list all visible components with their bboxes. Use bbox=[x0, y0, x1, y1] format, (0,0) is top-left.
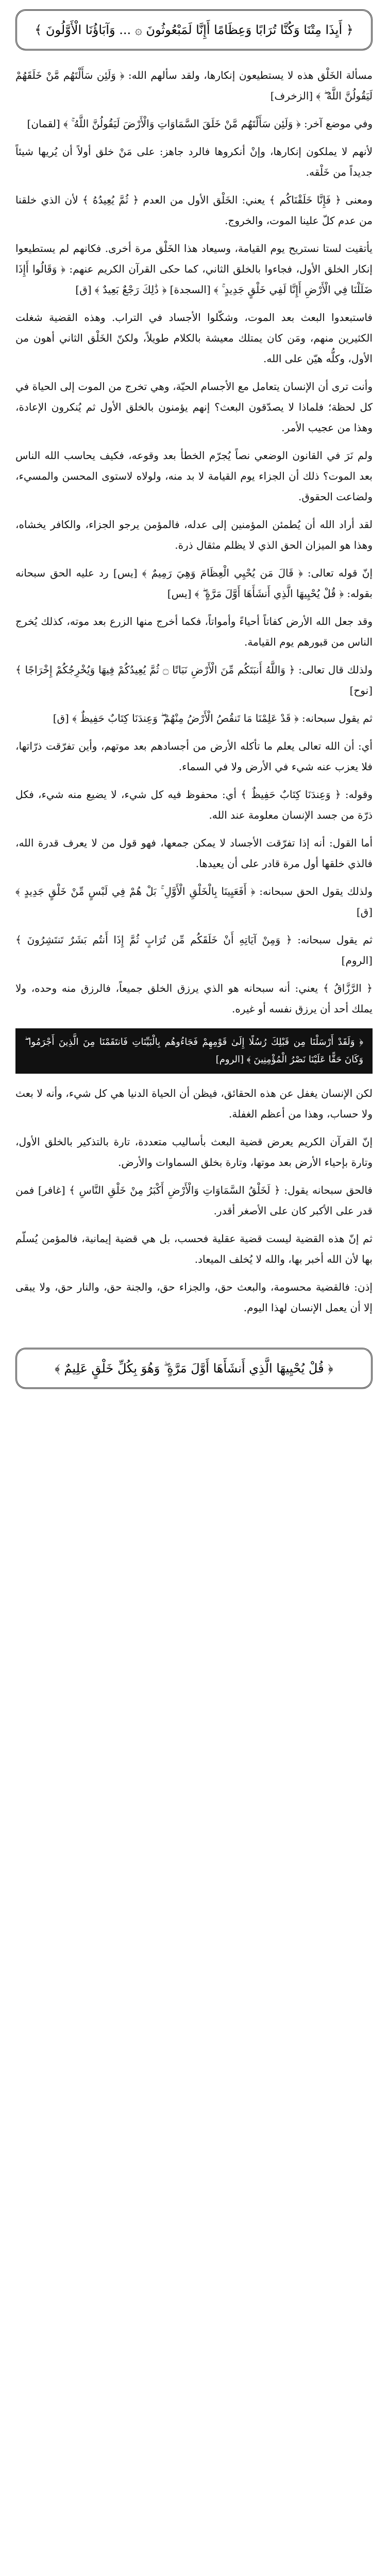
paragraph: ولم نَرَ في القانون الوضعي نصاً يُجرّم الخطأ بعد وقوعه، فكيف يحاسب الله الناس بعد الموت؟ ذلك أن الجزاء يوم القيامة لا بد منه، ولولاه لاستوى المحسن والمسيء، ولضاعت الحقوق. bbox=[15, 449, 373, 503]
paragraph: وقوله: ﴿ وَعِندَنَا كِتَابٌ حَفِيظٌ ﴾ أي: محفوظ فيه كل شيء، لا يضيع منه شيء، فكل ذرّة من جسد الإنسان معلومة عند الله. bbox=[15, 788, 373, 821]
paragraph: ولذلك يقول الحق سبحانه: ﴿ أَفَعَيِينَا بِالْخَلْقِ الْأَوَّلِ ۚ بَلْ هُمْ فِي لَبْسٍ مِّنْ خَلْقٍ جَدِيدٍ ﴾ [ق] bbox=[15, 885, 373, 918]
paragraph: إنّ القرآن الكريم يعرض قضية البعث بأساليب متعددة، تارة بالتذكير بالخلق الأول، وتارة بإحياء الأرض بعد موتها، وتارة بخلق السماوات والأرض. bbox=[15, 1136, 373, 1168]
paragraphs-block bbox=[15, 65, 373, 1019]
paragraph: يأتقيت لستا نستريح يوم القيامة، وسيعاد هذا الخَلْق مرة أخرى. فكانهم لم يستطيعوا إنكار الخلق الأول، فجاءوا بالخلق الثاني، كما حكى القرآن الكريم عنهم: ﴿ وَقَالُوا أَإِذَا ضَلَلْنَا فِي الْأَرْضِ أَإِنَّا لَفِي خَلْقٍ جَدِيدٍ ۚ ﴾ [السجدة] ﴿ ذَٰلِكَ رَجْعٌ بَعِيدٌ ﴾ [ق] bbox=[15, 242, 373, 296]
paragraph: فاستبعدوا البعث بعد الموت، وشكّلوا الأجساد في التراب. وهذه القضية شغلت الكثيرين منهم، ومَن كان يمتلك معيشة بالكلام طويلاً، ولكنّ الخَلْق الثاني أهون من الأول، وكلُّه هيّن على الله. bbox=[15, 311, 373, 365]
paragraph: ثم يقول سبحانه: ﴿ قَدْ عَلِمْنَا مَا تَنقُصُ الْأَرْضُ مِنْهُمْ ۖ وَعِندَنَا كِتَابٌ حَفِيظٌ ﴾ [ق] bbox=[53, 712, 373, 724]
verse-frame-top bbox=[15, 9, 373, 50]
paragraph: فالحق سبحانه يقول: ﴿ لَخَلْقُ السَّمَاوَاتِ وَالْأَرْضِ أَكْبَرُ مِنْ خَلْقِ النَّاسِ ﴾ [غافر] فمن قدر على الأكبر كان على الأصغر أقدر. bbox=[15, 1184, 373, 1217]
paragraph: لكن الإنسان يغفل عن هذه الحقائق، فيظن أن الحياة الدنيا هي كل شيء، وأنه لا بعث ولا حساب، وهذا من أعظم الغفلة. bbox=[15, 1087, 373, 1120]
highlight-text: ﴿ وَلَقَدْ أَرْسَلْنَا مِن قَبْلِكَ رُسُلًا إِلَىٰ قَوْمِهِمْ فَجَاءُوهُم بِالْبَيِّنَاتِ فَانتَقَمْنَا مِنَ الَّذِينَ أَجْرَمُوا ۖ وَكَانَ حَقًّا عَلَيْنَا نَصْرُ الْمُؤْمِنِينَ ﴾ [الروم] bbox=[25, 1037, 363, 1065]
paragraph: ثم يقول سبحانه: ﴿ وَمِنْ آيَاتِهِ أَنْ خَلَقَكُم مِّن تُرَابٍ ثُمَّ إِذَا أَنتُم بَشَرٌ تَنتَشِرُونَ ﴾ [الروم] bbox=[15, 934, 373, 967]
paragraph: وقد جعل الله الأرض كفاتاً أحياءً وأمواتاً، فكما أخرج منها الزرع بعد موته، كذلك يُخرج الناس من قبورهم يوم القيامة. bbox=[15, 615, 373, 648]
verse-frame-bottom bbox=[15, 1348, 373, 1389]
paragraph: وفي موضع آخر: ﴿ وَلَئِن سَأَلْتَهُم مَّنْ خَلَقَ السَّمَاوَاتِ وَالْأَرْضَ لَيَقُولُنَّ اللَّهُ ۚ ﴾ [لقمان] bbox=[27, 117, 373, 130]
paragraph: ﴿ الرَّزَّاقُ ﴾ يعني: أنه سبحانه هو الذي يرزق الخلق جميعاً، فالرزق منه وحده، ولا يملك أحد أن يرزق نفسه أو غيره. bbox=[15, 982, 373, 1015]
paragraph: ولذلك قال تعالى: ﴿ وَاللَّهُ أَنبَتَكُم مِّنَ الْأَرْضِ نَبَاتًا ۝ ثُمَّ يُعِيدُكُمْ فِيهَا وَيُخْرِجُكُمْ إِخْرَاجًا ﴾ [نوح] bbox=[15, 664, 373, 697]
paragraph: إنّ قوله تعالى: ﴿ قَالَ مَن يُحْيِي الْعِظَامَ وَهِيَ رَمِيمٌ ﴾ [يس] رد عليه الحق سبحانه بقوله: ﴿ قُلْ يُحْيِيهَا الَّذِي أَنشَأَهَا أَوَّلَ مَرَّةٍ ۖ ﴾ [يس] bbox=[15, 567, 373, 600]
highlight-box bbox=[15, 1028, 373, 1074]
paragraphs-after-block bbox=[15, 1083, 373, 1318]
paragraph: إذن: فالقضية محسومة، والبعث حق، والجزاء حق، والجنة حق، والنار حق، ولا يبقى إلا أن يعمل الإنسان لهذا اليوم. bbox=[15, 1281, 373, 1314]
paragraph: ثم إنّ هذه القضية ليست قضية عقلية فحسب، بل هي قضية إيمانية، فالمؤمن يُسلّم بها لأن الله أخبر بها، والله لا يُخلف الميعاد. bbox=[15, 1232, 373, 1265]
paragraph: مسألة الخَلْق هذه لا يستطيعون إنكارها، ولقد سألهم الله: ﴿ وَلَئِن سَأَلْتَهُم مَّنْ خَلَقَهُمْ لَيَقُولُنَّ اللَّهُ ۖ ﴾ [الزخرف] bbox=[15, 69, 373, 102]
verse-text-bottom: ﴿ قُلْ يُحْيِيهَا الَّذِي أَنشَأَهَا أَوَّلَ مَرَّةٍ ۖ وَهُوَ بِكُلِّ خَلْقٍ عَلِيمٌ ﴾ bbox=[55, 1361, 333, 1376]
page bbox=[0, 9, 388, 1424]
paragraph: ومعنى ﴿ فَإِنَّا خَلَقْنَاكُم ﴾ يعني: الخَلْق الأول من العدم ﴿ ثُمَّ يُعِيدُهُ ﴾ لأن الذي خلقنا من عدم كلّ علينا الموت، والخروج. bbox=[15, 194, 373, 227]
spacer bbox=[15, 1325, 373, 1338]
paragraph: أما القول: أنه إذا تفرّقت الأجساد لا يمكن جمعها، فهو قول من لا يعرف قدرة الله، فالذي خلقها أول مرة قادر على أن يعيدها. bbox=[15, 837, 373, 870]
paragraph: لأنهم لا يملكون إنكارها، وإنْ أنكروها فالرد جاهز: على مَنْ خلق أولاً أن يُريها شيئاً جديداً من خَلْقه. bbox=[15, 145, 373, 178]
paragraph: أي: أن الله تعالى يعلم ما تأكله الأرض من أجسادهم بعد موتهم، وأين تفرّقت ذرّاتها، فلا يعزب عنه شيء في الأرض ولا في السماء. bbox=[15, 740, 373, 773]
verse-text-top: ﴿ أَيِذَا مِتْنَا وَكُنَّا تُرَابًا وَعِظَامًا أَإِنَّا لَمَبْعُوثُونَ ۞ ... وَآبَاؤُنَا الْأَوَّلُونَ ﴾ bbox=[35, 23, 353, 37]
paragraph: لقد أراد الله أن يُطمئن المؤمنين إلى عدله، فالمؤمن يرجو الجزاء، والكافر يخشاه، وهذا هو الميزان الحق الذي لا يظلم مثقال ذرة. bbox=[15, 518, 373, 551]
paragraph: وأنت ترى أن الإنسان يتعامل مع الأجسام الحيّة، وهي تخرج من الموت إلى الحياة في كل لحظة؛ فلماذا لا يصدّقون البعث؟ إنهم يؤمنون بالخلق الأول ثم يُنكرون الإعادة، وهذا من عجيب الأمر. bbox=[15, 380, 373, 434]
